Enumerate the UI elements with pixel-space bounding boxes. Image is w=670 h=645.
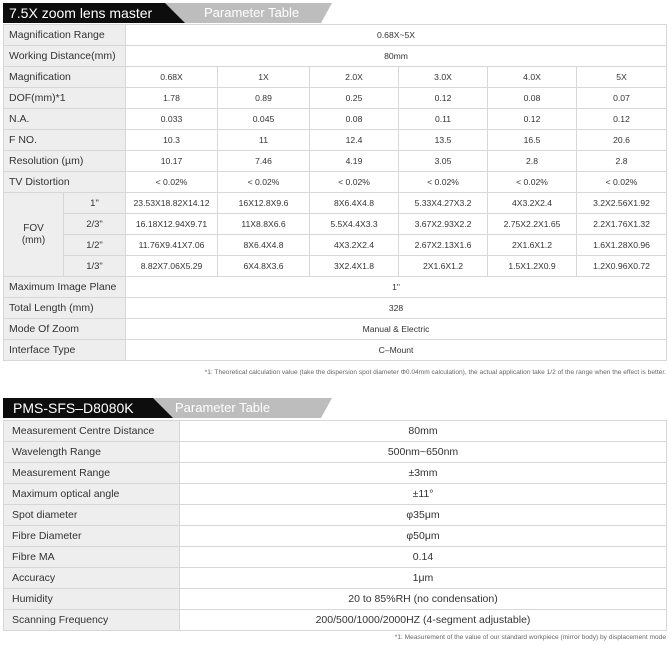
cell: 4X3.2X2.4: [488, 193, 577, 214]
cell: 16X12.8X9.6: [218, 193, 310, 214]
row-label: Measurement Range: [4, 463, 180, 484]
fov-sensor-size: 2/3": [64, 214, 126, 235]
fov-label-line1: FOV: [23, 222, 44, 234]
cell: 5.33X4.27X3.2: [399, 193, 488, 214]
table-row: [4, 442, 667, 463]
cell: 2.75X2.2X1.65: [488, 214, 577, 235]
cell: 23.53X18.82X14.12: [126, 193, 218, 214]
row-value: ±11°: [180, 484, 667, 505]
row-value: C–Mount: [126, 340, 667, 361]
cell: 3.67X2.93X2.2: [399, 214, 488, 235]
row-label: Magnification: [4, 67, 126, 88]
table-row: [4, 130, 667, 151]
cell: 6X4.8X3.6: [218, 256, 310, 277]
cell: 0.12: [399, 88, 488, 109]
cell: 10.17: [126, 151, 218, 172]
cell: 2X1.6X1.2: [399, 256, 488, 277]
cell: 3.2X2.56X1.92: [577, 193, 667, 214]
cell: 11: [218, 130, 310, 151]
cell: 0.12: [488, 109, 577, 130]
column-header: 0.68X: [126, 67, 218, 88]
section2-title: PMS-SFS–D8080K: [13, 400, 134, 416]
cell: 0.25: [310, 88, 399, 109]
cell: 8X6.4X4.8: [218, 235, 310, 256]
table-row: [4, 568, 667, 589]
fov-sensor-size: 1": [64, 193, 126, 214]
section2-tab-label: Parameter Table: [175, 400, 271, 415]
row-label: TV Distortion: [4, 172, 126, 193]
fov-label-line2: (mm): [21, 234, 46, 246]
fov-sensor-size: 1/3": [64, 256, 126, 277]
section2-header: [3, 398, 332, 418]
cell: 0.08: [310, 109, 399, 130]
section1-tab-label: Parameter Table: [204, 5, 300, 20]
fov-row: [4, 235, 667, 256]
section1-title: 7.5X zoom lens master: [9, 5, 153, 21]
cell: < 0.02%: [399, 172, 488, 193]
magnification-header-row: [4, 67, 667, 88]
cell: 5.5X4.4X3.3: [310, 214, 399, 235]
row-label: F NO.: [4, 130, 126, 151]
row-value: 80mm: [180, 421, 667, 442]
cell: 2.67X2.13X1.6: [399, 235, 488, 256]
row-label: Scanning Frequency: [4, 610, 180, 631]
row-value: ±3mm: [180, 463, 667, 484]
row-value: 500nm~650nm: [180, 442, 667, 463]
table-row: [4, 340, 667, 361]
row-label: Fibre Diameter: [4, 526, 180, 547]
row-value: 20 to 85%RH (no condensation): [180, 589, 667, 610]
cell: 2.8: [488, 151, 577, 172]
cell: 4X3.2X2.4: [310, 235, 399, 256]
row-label: Spot diameter: [4, 505, 180, 526]
row-label: Mode Of Zoom: [4, 319, 126, 340]
section2-footnote: *1: Measurement of the value of our standard workpiece (mirror body) by displacement mode: [394, 634, 666, 641]
column-header: 4.0X: [488, 67, 577, 88]
fov-row: [4, 214, 667, 235]
row-label: Maximum optical angle: [4, 484, 180, 505]
row-label: DOF(mm)*1: [4, 88, 126, 109]
row-label: Interface Type: [4, 340, 126, 361]
table-row: [4, 610, 667, 631]
row-label: Resolution (µm): [4, 151, 126, 172]
cell: 0.045: [218, 109, 310, 130]
section1-header: [3, 3, 332, 23]
column-header: 1X: [218, 67, 310, 88]
cell: 0.11: [399, 109, 488, 130]
fov-row: [4, 256, 667, 277]
sensor-parameter-table: [3, 420, 667, 631]
row-value: 200/500/1000/2000HZ (4-segment adjustable): [180, 610, 667, 631]
column-header: 2.0X: [310, 67, 399, 88]
fov-label: [4, 193, 64, 277]
table-row: [4, 109, 667, 130]
zoom-lens-parameter-table: [3, 24, 667, 361]
cell: 0.08: [488, 88, 577, 109]
table-row: [4, 25, 667, 46]
table-row: [4, 589, 667, 610]
row-value: 1μm: [180, 568, 667, 589]
row-value: Manual & Electric: [126, 319, 667, 340]
row-label: Measurement Centre Distance: [4, 421, 180, 442]
row-value: 80mm: [126, 46, 667, 67]
table-row: [4, 547, 667, 568]
table-row: [4, 298, 667, 319]
column-header: 3.0X: [399, 67, 488, 88]
row-value: φ50μm: [180, 526, 667, 547]
cell: 0.033: [126, 109, 218, 130]
table-row: [4, 151, 667, 172]
row-label: Total Length (mm): [4, 298, 126, 319]
row-label: Maximum Image Plane: [4, 277, 126, 298]
row-label: Humidity: [4, 589, 180, 610]
table-row: [4, 172, 667, 193]
table-row: [4, 421, 667, 442]
table-row: [4, 526, 667, 547]
table-row: [4, 277, 667, 298]
cell: 3X2.4X1.8: [310, 256, 399, 277]
row-value: 1": [126, 277, 667, 298]
fov-sensor-size: 1/2": [64, 235, 126, 256]
table-row: [4, 505, 667, 526]
cell: 1.6X1.28X0.96: [577, 235, 667, 256]
table-row: [4, 484, 667, 505]
cell: 16.5: [488, 130, 577, 151]
cell: 1.2X0.96X0.72: [577, 256, 667, 277]
table-row: [4, 463, 667, 484]
row-value: φ35μm: [180, 505, 667, 526]
cell: 7.46: [218, 151, 310, 172]
cell: 1.5X1.2X0.9: [488, 256, 577, 277]
cell: 2.8: [577, 151, 667, 172]
cell: 13.5: [399, 130, 488, 151]
table-row: [4, 88, 667, 109]
cell: 11X8.8X6.6: [218, 214, 310, 235]
cell: 3.05: [399, 151, 488, 172]
column-header: 5X: [577, 67, 667, 88]
row-value: 0.68X~5X: [126, 25, 667, 46]
table-row: [4, 46, 667, 67]
cell: < 0.02%: [126, 172, 218, 193]
row-value: 328: [126, 298, 667, 319]
section1-footnote: *1: Theoretical calculation value (take the dispersion spot diameter Φ0.04mm calculation), the actual application take 1/2 of the range when the effect is better.: [204, 369, 666, 376]
cell: 2.2X1.76X1.32: [577, 214, 667, 235]
row-label: Accuracy: [4, 568, 180, 589]
cell: 0.12: [577, 109, 667, 130]
cell: 8.82X7.06X5.29: [126, 256, 218, 277]
row-label: Fibre MA: [4, 547, 180, 568]
row-label: Wavelength Range: [4, 442, 180, 463]
cell: 2X1.6X1.2: [488, 235, 577, 256]
cell: < 0.02%: [577, 172, 667, 193]
row-label: Working Distance(mm): [4, 46, 126, 67]
cell: < 0.02%: [310, 172, 399, 193]
cell: 4.19: [310, 151, 399, 172]
row-label: Magnification Range: [4, 25, 126, 46]
cell: 20.6: [577, 130, 667, 151]
row-value: 0.14: [180, 547, 667, 568]
row-label: N.A.: [4, 109, 126, 130]
cell: 0.07: [577, 88, 667, 109]
cell: 10.3: [126, 130, 218, 151]
cell: 8X6.4X4.8: [310, 193, 399, 214]
fov-row: [4, 193, 667, 214]
cell: < 0.02%: [488, 172, 577, 193]
cell: 16.18X12.94X9.71: [126, 214, 218, 235]
cell: 0.89: [218, 88, 310, 109]
cell: < 0.02%: [218, 172, 310, 193]
table-row: [4, 319, 667, 340]
cell: 12.4: [310, 130, 399, 151]
cell: 1.78: [126, 88, 218, 109]
cell: 11.76X9.41X7.06: [126, 235, 218, 256]
